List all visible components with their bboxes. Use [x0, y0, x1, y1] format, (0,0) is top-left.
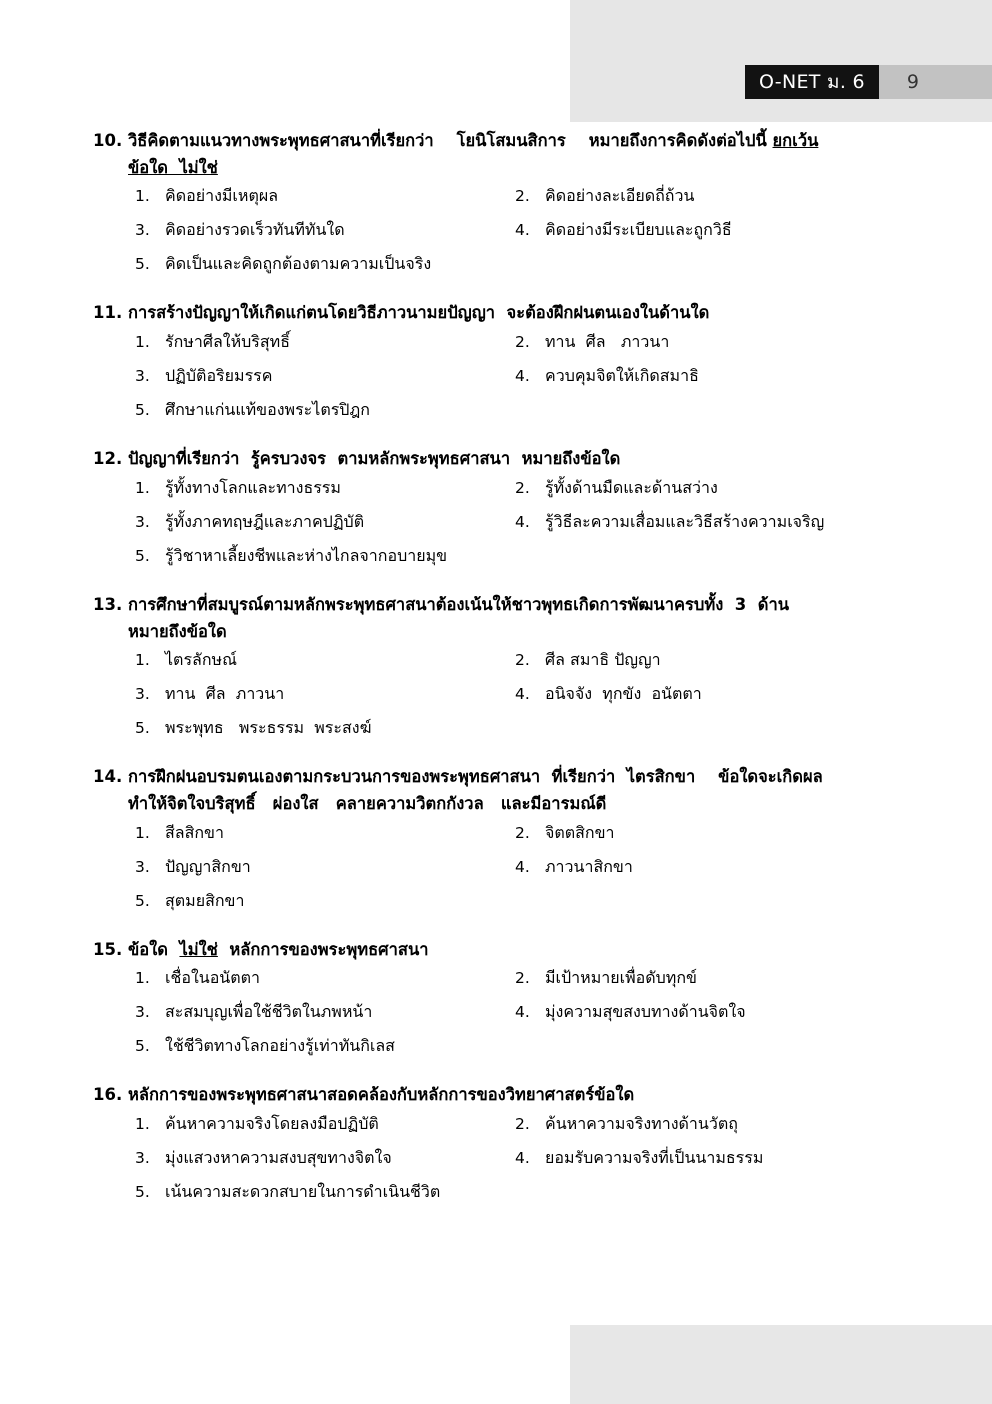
question-block: [0, 937, 992, 1069]
option-number: 4.: [515, 221, 530, 240]
option-text: ทาน ศีล ภาวนา: [545, 332, 670, 352]
option-row: [0, 544, 992, 578]
option-number: 2.: [515, 823, 530, 842]
option-item[interactable]: [0, 184, 515, 209]
option-row: [0, 966, 992, 1000]
option-list: [0, 184, 992, 286]
option-number: 5.: [135, 1183, 150, 1202]
option-row: [0, 716, 992, 750]
question-stem-line: [128, 155, 947, 182]
option-row: [0, 1034, 992, 1068]
option-number: 2.: [515, 187, 530, 206]
question-block: [0, 764, 992, 922]
option-text: คิดอย่างละเอียดถี่ถ้วน: [545, 186, 695, 206]
exam-badge-label: O-NET ม. 6: [745, 65, 879, 99]
option-text: ศีล สมาธิ ปัญญา: [545, 650, 661, 670]
option-item[interactable]: [515, 648, 992, 673]
option-item[interactable]: [0, 1180, 515, 1205]
option-number: 1.: [135, 823, 150, 842]
question-stem-line: [128, 937, 947, 964]
option-row: [0, 1000, 992, 1034]
option-number: 4.: [515, 685, 530, 704]
question-block: [0, 1082, 992, 1214]
question-number: 15.: [93, 939, 123, 959]
question-stem: [0, 592, 992, 645]
option-text: ควบคุมจิตให้เกิดสมาธิ: [545, 366, 699, 386]
option-text: ยอมรับความจริงที่เป็นนามธรรม: [545, 1148, 764, 1168]
option-text: สะสมบุญเพื่อใช้ชีวิตในภพหน้า: [165, 1002, 373, 1022]
option-text: อนิจจัง ทุกขัง อนัตตา: [545, 684, 702, 704]
question-number: 13.: [93, 594, 123, 614]
question-stem-line: ทำให้จิตใจบริสุทธิ์ ผ่องใส คลายความวิตกกังวล และมีอารมณ์ดี: [128, 794, 607, 814]
option-text: รู้ทั้งทางโลกและทางธรรม: [165, 477, 341, 497]
option-number: 2.: [515, 1115, 530, 1134]
option-text: รู้วิธีละความเสื่อมและวิธีสร้างความเจริญ: [545, 511, 825, 531]
option-text: สุตมยสิกขา: [165, 890, 245, 910]
option-row: [0, 398, 992, 432]
question-stem-lines: [128, 128, 992, 181]
option-text: ทาน ศีล ภาวนา: [165, 684, 285, 704]
question-block: [0, 300, 992, 432]
option-number: 3.: [135, 512, 150, 531]
option-number: 4.: [515, 367, 530, 386]
option-text: รู้ทั้งภาคทฤษฎีและภาคปฏิบัติ: [165, 511, 365, 531]
option-number: 3.: [135, 221, 150, 240]
option-text: ปฏิบัติอริยมรรค: [165, 366, 273, 386]
option-text: มีเป้าหมายเพื่อดับทุกข์: [545, 968, 697, 988]
option-number: 4.: [515, 512, 530, 531]
option-item[interactable]: [0, 1000, 515, 1025]
option-text: รักษาศีลให้บริสุทธิ์: [165, 332, 290, 352]
option-row: [0, 218, 992, 252]
stem-emphasis: ยกเว้น: [772, 131, 819, 150]
question-number: 16.: [93, 1085, 123, 1105]
stem-text: ข้อใด: [128, 939, 180, 959]
option-item[interactable]: [515, 855, 992, 880]
option-number: 5.: [135, 401, 150, 420]
option-number: 1.: [135, 969, 150, 988]
option-text: เชื่อในอนัตตา: [165, 968, 260, 988]
option-item[interactable]: [515, 966, 992, 991]
option-item[interactable]: [515, 821, 992, 846]
option-number: 5.: [135, 255, 150, 274]
question-stem: [0, 1082, 992, 1109]
question-stem-line: หมายถึงข้อใด: [128, 621, 227, 641]
option-text: ไตรลักษณ์: [165, 650, 237, 670]
option-text: ภาวนาสิกขา: [545, 856, 633, 876]
option-number: 1.: [135, 187, 150, 206]
page-number: 9: [879, 65, 992, 99]
option-item[interactable]: [515, 1000, 992, 1025]
option-row: [0, 330, 992, 364]
header-gray-panel: [570, 0, 992, 122]
option-number: 1.: [135, 333, 150, 352]
option-number: 2.: [515, 969, 530, 988]
option-number: 4.: [515, 1003, 530, 1022]
stem-text: หลักการของพระพุทธศาสนา: [217, 939, 429, 959]
option-item[interactable]: [515, 476, 992, 501]
option-text: ค้นหาความจริงทางด้านวัตถุ: [545, 1114, 738, 1134]
option-row: [0, 476, 992, 510]
option-number: 2.: [515, 651, 530, 670]
option-text: คิดอย่างรวดเร็วทันทีทันใด: [165, 220, 345, 240]
option-number: 2.: [515, 478, 530, 497]
option-text: รู้ทั้งด้านมืดและด้านสว่าง: [545, 477, 718, 497]
option-text: คิดเป็นและคิดถูกต้องตามความเป็นจริง: [165, 254, 432, 274]
option-number: 4.: [515, 857, 530, 876]
option-number: 5.: [135, 891, 150, 910]
exam-badge: [745, 65, 992, 99]
option-row: [0, 821, 992, 855]
option-item[interactable]: [0, 510, 515, 535]
question-stem: [0, 300, 992, 327]
option-list: [0, 1112, 992, 1214]
option-item[interactable]: [0, 1034, 515, 1059]
option-item[interactable]: [515, 218, 992, 243]
question-stem: [0, 937, 992, 964]
option-item[interactable]: [0, 1146, 515, 1171]
question-number: 11.: [93, 303, 123, 323]
option-item[interactable]: [515, 364, 992, 389]
option-text: จิตตสิกขา: [545, 822, 615, 842]
question-stem-lines: [128, 937, 992, 964]
option-item[interactable]: [515, 682, 992, 707]
question-stem: [0, 446, 992, 473]
option-number: 3.: [135, 1149, 150, 1168]
option-text: มุ่งความสุขสงบทางด้านจิตใจ: [545, 1002, 746, 1022]
stem-emphasis: ไม่ใช่: [179, 939, 218, 959]
option-item[interactable]: [515, 1146, 992, 1171]
option-text: มุ่งแสวงหาความสงบสุขทางจิตใจ: [165, 1148, 392, 1168]
option-item[interactable]: [515, 510, 992, 535]
question-stem-lines: [128, 1082, 992, 1109]
question-stem-lines: [128, 300, 992, 327]
option-row: [0, 1180, 992, 1214]
option-number: 1.: [135, 1115, 150, 1134]
option-item[interactable]: [0, 218, 515, 243]
option-row: [0, 252, 992, 286]
question-number: 10.: [93, 131, 123, 150]
option-list: [0, 476, 992, 578]
question-block: [0, 128, 992, 286]
option-item[interactable]: [515, 1112, 992, 1137]
option-text: พระพุทธ พระธรรม พระสงฆ์: [165, 718, 372, 738]
question-stem-lines: [128, 446, 992, 473]
question-stem: [0, 128, 992, 181]
option-number: 3.: [135, 857, 150, 876]
question-stem-line: การฝึกฝนอบรมตนเองตามกระบวนการของพระพุทธศาสนา ที่เรียกว่า ไตรสิกขา ข้อใดจะเกิดผล: [128, 767, 823, 787]
option-item[interactable]: [0, 1112, 515, 1137]
option-item[interactable]: [0, 364, 515, 389]
option-text: สีลสิกขา: [165, 822, 224, 842]
option-text: คิดอย่างมีเหตุผล: [165, 186, 279, 206]
option-text: ค้นหาความจริงโดยลงมือปฏิบัติ: [165, 1114, 379, 1134]
option-row: [0, 682, 992, 716]
option-row: [0, 364, 992, 398]
stem-text: วิธีคิดตามแนวทางพระพุทธศาสนาที่เรียกว่า โยนิโสมนสิการ หมายถึงการคิดดังต่อไปนี้: [128, 131, 773, 150]
option-item[interactable]: [0, 476, 515, 501]
option-item[interactable]: [515, 184, 992, 209]
option-number: 2.: [515, 333, 530, 352]
option-number: 4.: [515, 1149, 530, 1168]
option-list: [0, 966, 992, 1068]
option-item[interactable]: [0, 821, 515, 846]
option-list: [0, 648, 992, 750]
option-number: 5.: [135, 1037, 150, 1056]
option-text: รู้วิชาหาเลี้ยงชีพและห่างไกลจากอบายมุข: [165, 545, 448, 565]
option-text: เน้นความสะดวกสบายในการดำเนินชีวิต: [165, 1182, 441, 1202]
option-list: [0, 821, 992, 923]
option-row: [0, 510, 992, 544]
question-stem: [0, 764, 992, 817]
option-row: [0, 648, 992, 682]
option-item[interactable]: [0, 398, 515, 423]
option-row: [0, 1112, 992, 1146]
option-number: 5.: [135, 719, 150, 738]
option-number: 3.: [135, 1003, 150, 1022]
option-item[interactable]: [0, 330, 515, 355]
question-number: 12.: [93, 449, 123, 469]
option-item[interactable]: [515, 330, 992, 355]
option-item[interactable]: [0, 682, 515, 707]
option-row: [0, 855, 992, 889]
option-number: 1.: [135, 478, 150, 497]
stem-emphasis: ข้อใด ไม่ใช่: [128, 157, 218, 177]
option-row: [0, 184, 992, 218]
option-number: 1.: [135, 651, 150, 670]
option-number: 3.: [135, 685, 150, 704]
footer-gray-panel: [570, 1325, 992, 1404]
question-stem-line: การศึกษาที่สมบูรณ์ตามหลักพระพุทธศาสนาต้องเน้นให้ชาวพุทธเกิดการพัฒนาครบทั้ง 3 ด้าน: [128, 594, 789, 614]
option-item[interactable]: [0, 648, 515, 673]
option-row: [0, 1146, 992, 1180]
question-stem-line: หลักการของพระพุทธศาสนาสอดคล้องกับหลักการของวิทยาศาสตร์ข้อใด: [128, 1085, 635, 1105]
question-number: 14.: [93, 767, 123, 787]
question-stem-line: [128, 128, 947, 155]
option-row: [0, 889, 992, 923]
option-number: 5.: [135, 546, 150, 565]
option-item[interactable]: [0, 252, 515, 277]
option-item[interactable]: [0, 544, 515, 569]
option-item[interactable]: [0, 966, 515, 991]
question-stem-line: ปัญญาที่เรียกว่า รู้ครบวงจร ตามหลักพระพุทธศาสนา หมายถึงข้อใด: [128, 449, 621, 469]
option-number: 3.: [135, 367, 150, 386]
option-text: ปัญญาสิกขา: [165, 856, 251, 876]
question-block: [0, 446, 992, 578]
option-text: ใช้ชีวิตทางโลกอย่างรู้เท่าทันกิเลส: [165, 1036, 395, 1056]
option-list: [0, 330, 992, 432]
question-stem-lines: [128, 764, 992, 817]
question-stem-line: การสร้างปัญญาให้เกิดแก่ตนโดยวิธีภาวนามยปัญญา จะต้องฝึกฝนตนเองในด้านใด: [128, 303, 710, 323]
question-list: [0, 128, 992, 1228]
option-text: ศึกษาแก่นแท้ของพระไตรปิฎก: [165, 400, 370, 420]
option-text: คิดอย่างมีระเบียบและถูกวิธี: [545, 220, 732, 240]
question-stem-lines: [128, 592, 992, 645]
option-item[interactable]: [0, 855, 515, 880]
option-item[interactable]: [0, 889, 515, 914]
option-item[interactable]: [0, 716, 515, 741]
question-block: [0, 592, 992, 750]
